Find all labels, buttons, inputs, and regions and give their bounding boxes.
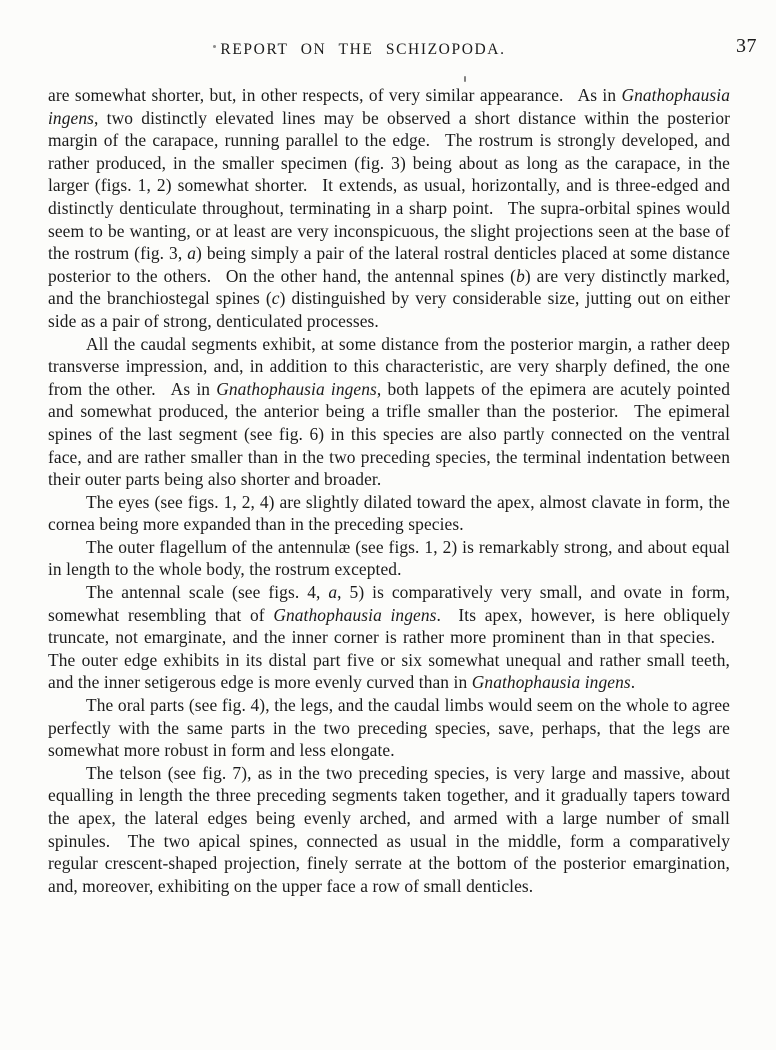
- text-run: The antennal scale (see figs. 4,: [86, 582, 329, 603]
- scan-speck: [464, 76, 466, 82]
- scan-speck: [213, 45, 216, 48]
- text-run: The oral parts (see fig. 4), the legs, and the caudal limbs would seem on the whole to agree perfectly with the same parts in the two preceding species, save, perhaps, that the legs are somewhat more robust in form and less elongate.: [48, 695, 730, 761]
- text-run: ) being simply a pair of the lateral rostral denticles placed at some distance posterior to the others. On the other hand, the antennal spines (: [48, 243, 730, 286]
- text-run: All the caudal segments exhibit, at some distance from the posterior margin, a rather deep transverse impression, and, in addition to this characteristic, are very sharply defined, the one from the other. As in: [48, 333, 730, 399]
- italic-text-run: Gnathophausia ingens: [48, 85, 730, 128]
- text-run: , two distinctly elevated lines may be observed a short distance within the posterior margin of the carapace, running parallel to the edge. The rostrum is strongly developed, and rather produced, in the smaller specimen (fig. 3) being about as long as the carapace, in the larger (figs. 1, 2) somewhat shorter. It extends, as usual, horizontally, and is three-edged and distinctly denticulate throughout, terminating in a sharp point. The supra-orbital spines would seem to be wanting, or at least are very inconspicuous, the slight projections seen at the base of the rostrum (fig. 3,: [48, 107, 730, 264]
- paragraph: [48, 491, 730, 536]
- text-run: The outer flagellum of the antennulæ (see figs. 1, 2) is remarkably strong, and about equal in length to the whole body, the rostrum excepted.: [48, 536, 730, 580]
- italic-text-run: Gnathophausia ingens: [471, 672, 631, 693]
- page-number: 37: [736, 35, 757, 57]
- text-run: The telson (see fig. 7), as in the two preceding species, is very large and massive, about equalling in length the three preceding segments taken together, and it gradually tapers toward the apex, the lateral edges being evenly arched, and armed with a large number of small spinules. The two apical spines, connected as usual in the middle, form a comparatively regular crescent-shaped projection, finely serrate at the bottom of the posterior emargination, and, moreover, exhibiting on the upper face a row of small denticles.: [48, 762, 730, 896]
- body-text: [48, 84, 730, 897]
- paragraph: [48, 536, 730, 581]
- text-run: The eyes (see figs. 1, 2, 4) are slightly dilated toward the apex, almost clavate in form, the cornea being more expanded than in the preceding species.: [48, 491, 730, 535]
- paragraph: [48, 694, 730, 762]
- italic-text-run: b: [516, 265, 525, 286]
- italic-text-run: a: [187, 243, 197, 264]
- italic-text-run: Gnathophausia ingens: [273, 604, 437, 625]
- italic-text-run: c: [271, 288, 280, 309]
- text-run: ) are very distinctly marked, and the branchiostegal spines (: [48, 265, 730, 309]
- text-run: . Its apex, however, is here obliquely truncate, not emarginate, and the inner corner is rather more prominent than in that species. The outer edge exhibits in its distal part five or six somewhat unequal and rather small teeth, and the inner setigerous edge is more evenly curved than in: [48, 604, 730, 693]
- paragraph: [48, 84, 730, 333]
- paragraph: [48, 762, 730, 898]
- text-run: are somewhat shorter, but, in other respects, of very similar appearance. As in: [48, 85, 622, 105]
- paragraph: [48, 333, 730, 491]
- text-run: , both lappets of the epimera are acutely pointed and somewhat produced, the anterior being a trifle smaller than the posterior. The epimeral spines of the last segment (see fig. 6) in this species are also partly connected on the ventral face, and are rather smaller than in the two preceding species, the terminal indentation between their outer parts being also shorter and broader.: [48, 378, 730, 490]
- italic-text-run: Gnathophausia ingens: [216, 378, 377, 399]
- text-run: , 5) is comparatively very small, and ovate in form, somewhat resembling that of: [48, 582, 730, 625]
- running-head-title: REPORT ON THE SCHIZOPODA.: [220, 41, 506, 58]
- paragraph: [48, 581, 730, 694]
- text-run: ) distinguished by very considerable size, jutting out on either side as a pair of strong, denticulated processes.: [48, 288, 730, 331]
- text-run: .: [630, 672, 636, 693]
- italic-text-run: a: [328, 582, 338, 603]
